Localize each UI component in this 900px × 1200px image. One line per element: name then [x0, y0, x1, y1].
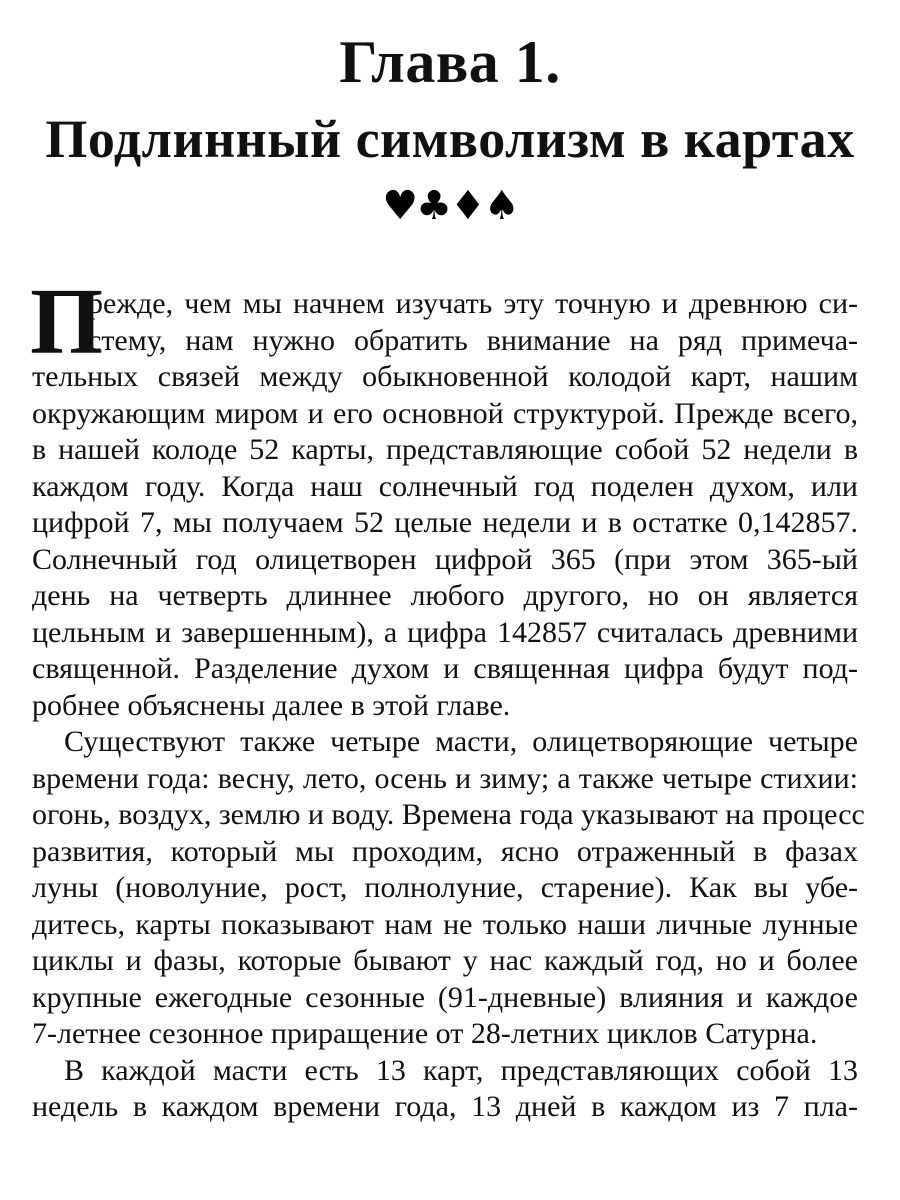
text-line: стему, нам нужно обратить внимание на ряд примеча- — [88, 323, 858, 357]
text-line: цельным и завершенным), а цифра 142857 считалась древними — [32, 615, 858, 649]
text-line: каждом году. Когда наш солнечный год поделен духом, или — [32, 469, 858, 503]
text-line: робнее объяснены далее в этой главе. — [32, 688, 511, 722]
chapter-title: Подлинный символизм в картах — [45, 109, 855, 169]
text-line: цифрой 7, мы получаем 52 целые недели и в остатке 0,142857. — [32, 506, 858, 539]
text-line: луны (новолуние, рост, полнолуние, старение). Как вы убе- — [32, 871, 858, 904]
text-line: огонь, воздух, землю и воду. Времена года указывают на процесс — [32, 798, 865, 831]
text-line: недель в каждом времени года, 13 дней в каждом из 7 пла- — [32, 1090, 858, 1123]
text-line: дитесь, карты показывают нам не только наши личные лунные — [32, 907, 858, 941]
text-line: окружающим миром и его основной структурой. Прежде всего, — [32, 396, 858, 430]
text-line: крупные ежегодные сезонные (91-дневные) влияния и каждое — [32, 980, 858, 1014]
text-line: Солнечный год олицетворен цифрой 365 (при этом 365-ый — [32, 542, 858, 576]
text-line: времени года: весну, лето, осень и зиму; а также четыре стихии: — [32, 761, 858, 795]
drop-cap: П — [30, 270, 104, 374]
text-line: Существуют также четыре масти, олицетворяющие четыре — [64, 725, 858, 758]
text-line: развития, который мы проходим, ясно отраженный в фазах — [32, 834, 858, 868]
paragraph-1 — [30, 270, 858, 724]
text-line: режде, чем мы начнем изучать эту точную и древнюю си- — [88, 287, 858, 320]
paragraph-2 — [32, 724, 865, 1053]
chapter-body — [30, 270, 865, 1126]
text-line: день на четверть длиннее любого другого, но он является — [32, 579, 858, 612]
text-line: В каждой масти есть 13 карт, представляющих собой 13 — [64, 1053, 858, 1087]
text-line: в нашей колоде 52 карты, представляющие собой 52 недели в — [32, 433, 858, 466]
text-line: священной. Разделение духом и священная цифра будут под- — [32, 652, 858, 685]
text-line: 7-летнее сезонное приращение от 28-летних циклов Сатурна. — [32, 1017, 818, 1050]
card-suits-ornament: ♥♣♦♠ — [382, 183, 518, 229]
chapter-number: Глава 1. — [339, 29, 561, 95]
text-line: тельных связей между обыкновенной колодой карт, нашим — [32, 360, 858, 393]
text-line: циклы и фазы, которые бывают у нас каждый год, но и более — [32, 944, 858, 977]
paragraph-3 — [32, 1053, 858, 1126]
